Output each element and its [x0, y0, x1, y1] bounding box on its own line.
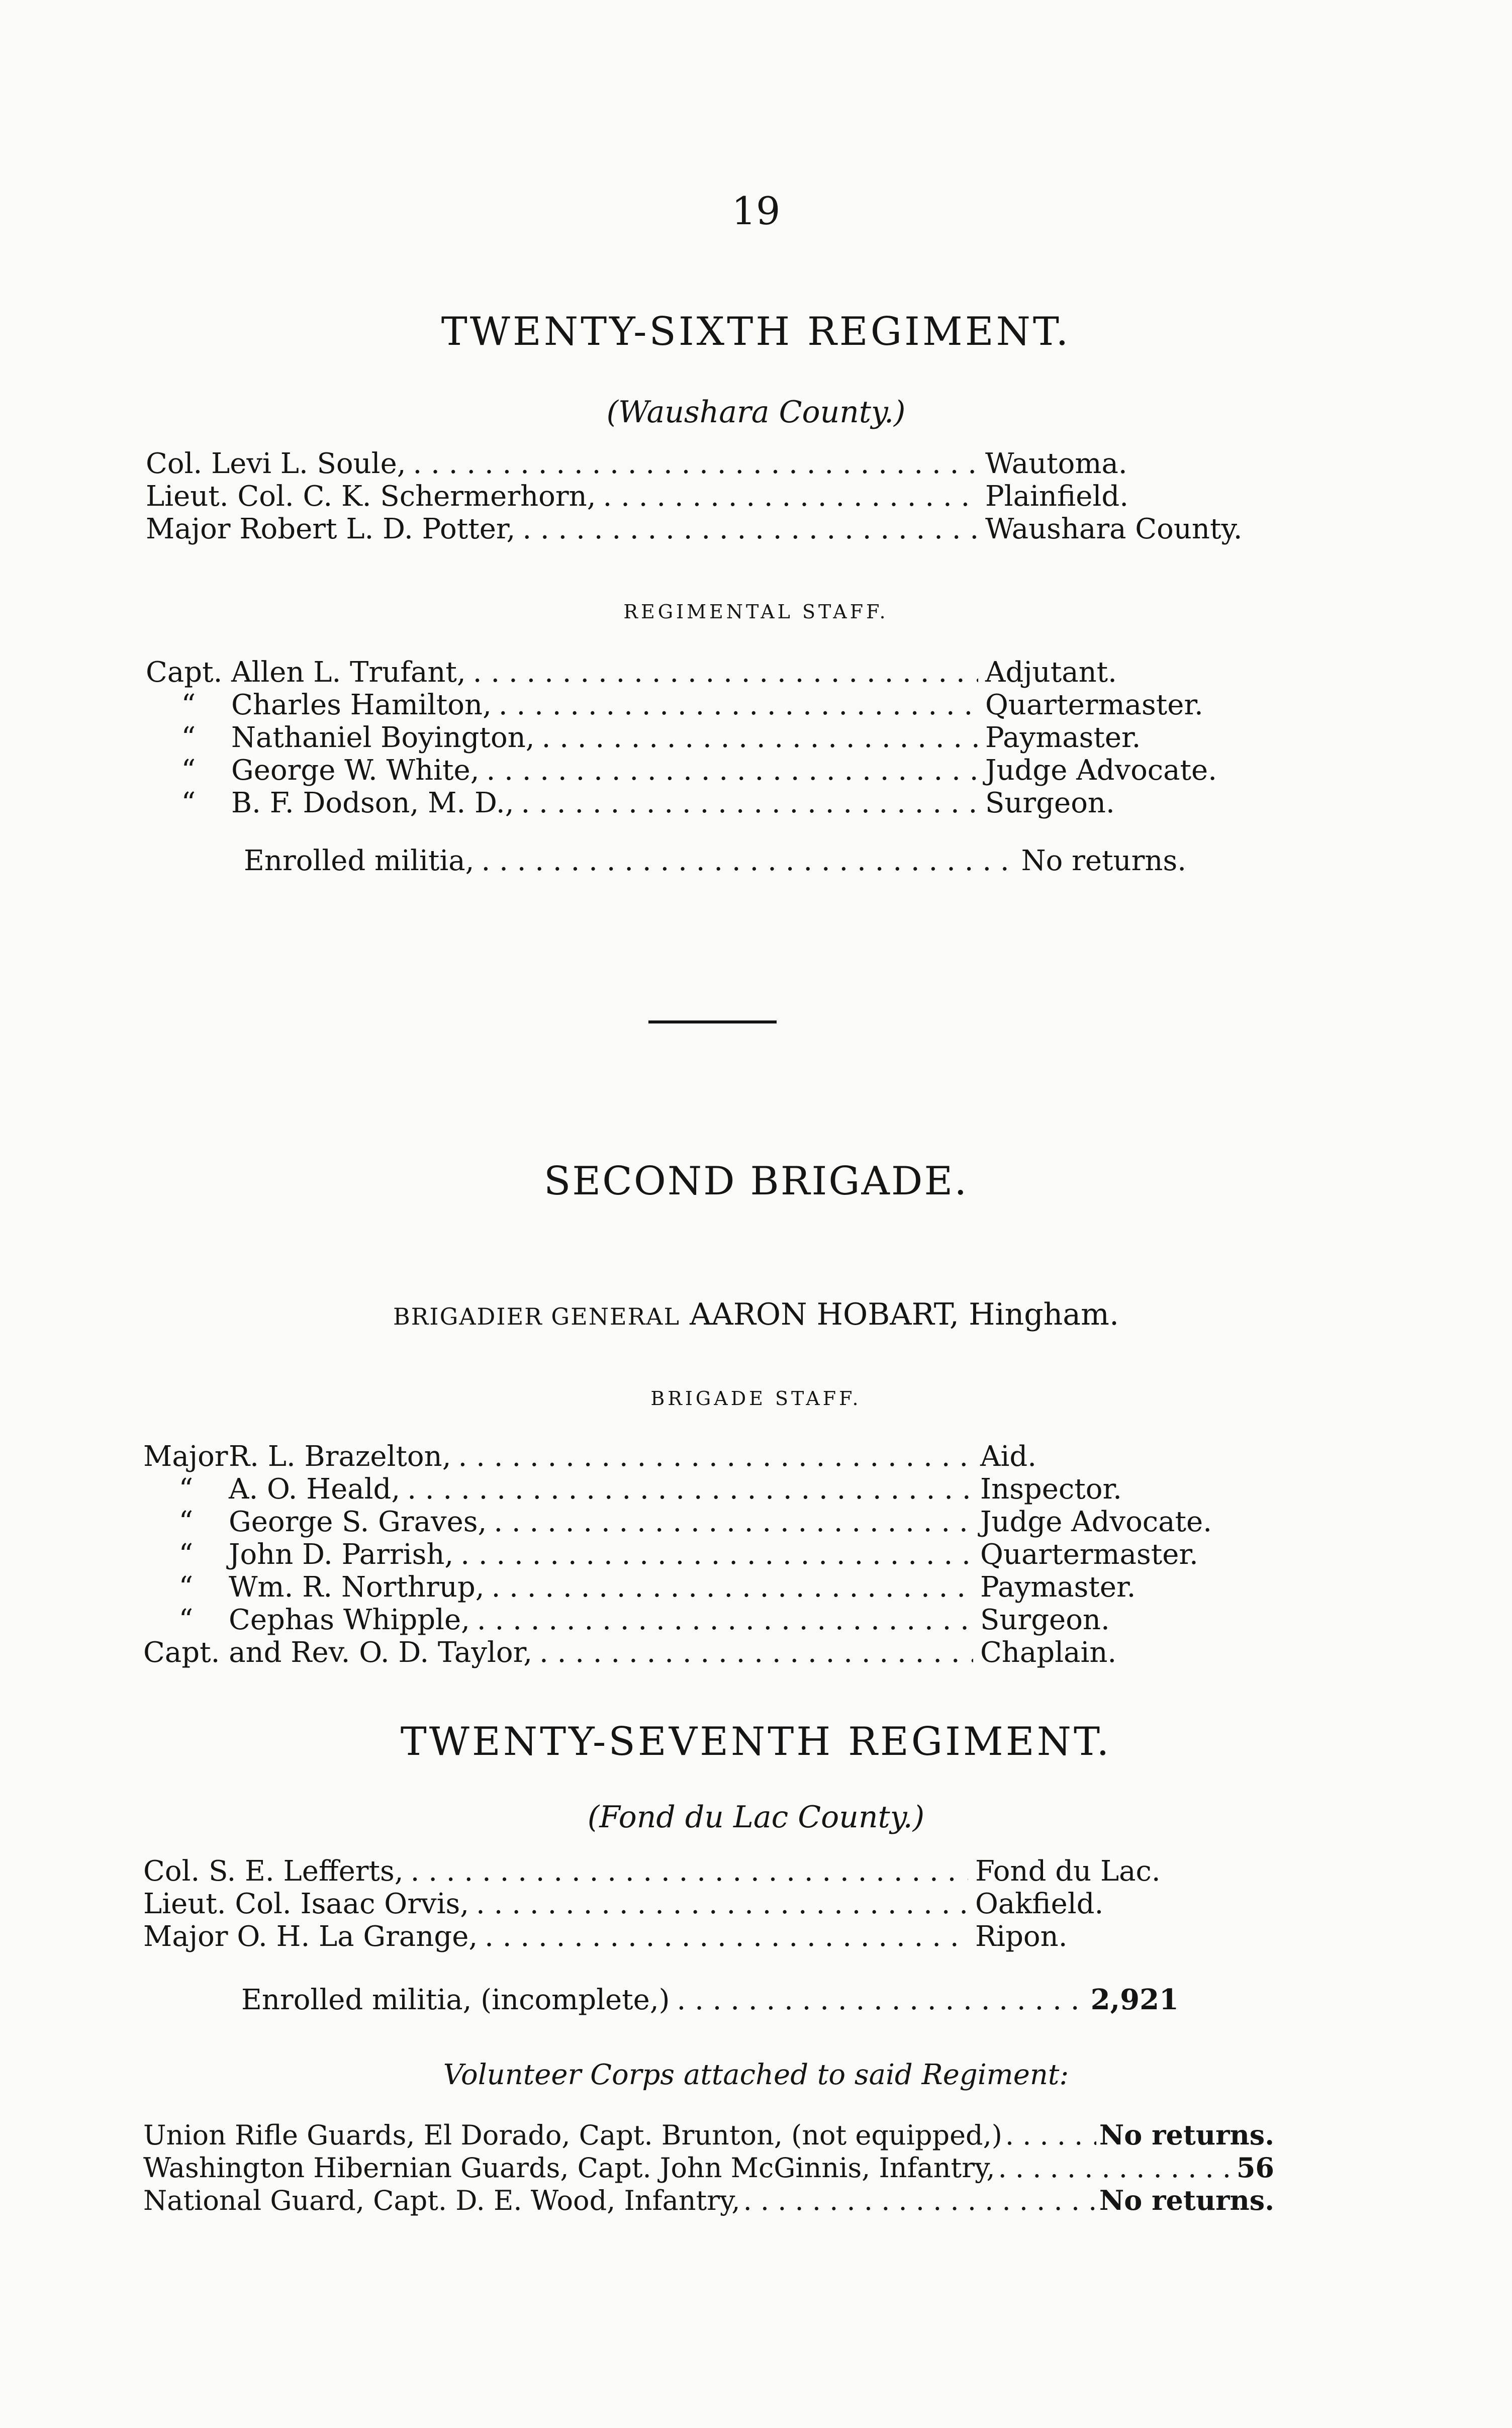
ditto-mark: “	[178, 1506, 194, 1538]
staff-role: Aid.	[980, 1440, 1036, 1473]
enrolled-militia-line	[244, 845, 1186, 877]
staff-line	[146, 721, 1237, 754]
volunteer-name: Washington Hibernian Guards, Capt. John McGinnis, Infantry,	[143, 2152, 995, 2184]
militia-value: 2,921	[1090, 1983, 1179, 2016]
officer-line	[146, 480, 1237, 513]
second-brigade-title: SECOND BRIGADE.	[543, 1159, 969, 1204]
regiment-27-title: TWENTY-SEVENTH REGIMENT.	[400, 1719, 1112, 1764]
officer-place: Plainfield.	[985, 480, 1129, 513]
leader-dots	[1005, 2119, 1096, 2151]
officer-line	[143, 1855, 1237, 1888]
volunteer-value: 56	[1236, 2152, 1274, 2184]
officer-name: Lieut. Col. C. K. Schermerhorn,	[146, 480, 596, 513]
staff-name: Nathaniel Boyington,	[231, 721, 535, 754]
ditto-mark: “	[178, 1473, 194, 1506]
officer-name: Col. S. E. Lefferts,	[143, 1855, 404, 1888]
staff-name: B. F. Dodson, M. D.,	[231, 787, 514, 819]
staff-name: Allen L. Trufant,	[231, 656, 466, 689]
staff-role: Quartermaster.	[980, 1538, 1198, 1571]
officer-name: Col. Levi L. Soule,	[146, 447, 406, 480]
leader-dots	[492, 1571, 973, 1604]
leader-dots	[542, 721, 978, 754]
officer-place: Oakfield.	[975, 1888, 1104, 1920]
leader-dots	[499, 689, 978, 721]
staff-line	[143, 1571, 1237, 1604]
chaplain-role: Chaplain.	[980, 1636, 1117, 1669]
leader-dots	[487, 754, 979, 787]
general-rank: BRIGADIER GENERAL	[393, 1303, 680, 1330]
chaplain-line	[143, 1636, 1237, 1669]
staff-role: Judge Advocate.	[980, 1506, 1212, 1538]
staff-line	[146, 787, 1237, 819]
volunteer-value: No returns.	[1099, 2184, 1274, 2216]
brigade-staff-heading: BRIGADE STAFF.	[650, 1387, 862, 1410]
staff-line	[143, 1506, 1237, 1538]
leader-dots	[521, 787, 978, 819]
staff-name: George W. White,	[231, 754, 480, 787]
officer-line	[143, 1888, 1237, 1920]
staff-role: Surgeon.	[980, 1604, 1110, 1636]
officer-place: Waushara County.	[985, 513, 1243, 545]
ditto-mark: “	[181, 787, 196, 819]
staff-name: George S. Graves,	[229, 1506, 487, 1538]
leader-dots	[413, 447, 978, 480]
staff-line	[146, 689, 1237, 721]
militia-label: Enrolled militia, (incomplete,)	[241, 1984, 670, 2016]
brigadier-general-line	[0, 1297, 1512, 1332]
staff-role: Judge Advocate.	[985, 754, 1217, 787]
volunteer-name: National Guard, Capt. D. E. Wood, Infantry,	[143, 2185, 740, 2216]
chaplain-name: Capt. and Rev. O. D. Taylor,	[143, 1636, 532, 1669]
volunteer-value: No returns.	[1099, 2119, 1274, 2151]
leader-dots	[407, 1473, 973, 1506]
officer-line	[146, 513, 1243, 545]
staff-line	[146, 754, 1237, 787]
officer-place: Fond du Lac.	[975, 1855, 1161, 1888]
staff-line	[143, 1604, 1237, 1636]
leader-dots	[522, 513, 978, 545]
officer-place: Ripon.	[975, 1920, 1068, 1953]
staff-line	[143, 1538, 1237, 1571]
leader-dots	[998, 2152, 1234, 2184]
officer-name: Major O. H. La Grange,	[143, 1920, 478, 1953]
staff-role: Inspector.	[980, 1473, 1122, 1506]
staff-prefix: Major	[143, 1440, 228, 1473]
staff-role: Paymaster.	[985, 721, 1141, 754]
page-number: 19	[731, 189, 781, 233]
volunteer-corps-heading: Volunteer Corps attached to said Regiment:	[443, 2059, 1069, 2091]
leader-dots	[743, 2185, 1096, 2216]
staff-line	[143, 1473, 1237, 1506]
leader-dots	[476, 1888, 968, 1920]
staff-role: Surgeon.	[985, 787, 1115, 819]
leader-dots	[485, 1920, 968, 1953]
section-divider	[648, 1020, 777, 1023]
leader-dots	[481, 845, 1014, 877]
general-name: AARON HOBART, Hingham.	[690, 1297, 1119, 1332]
staff-name: John D. Parrish,	[229, 1538, 454, 1571]
officer-line	[146, 447, 1237, 480]
staff-line	[143, 1440, 1237, 1473]
officer-name: Lieut. Col. Isaac Orvis,	[143, 1888, 469, 1920]
leader-dots	[539, 1636, 973, 1669]
ditto-mark: “	[181, 721, 196, 754]
ditto-mark: “	[178, 1538, 194, 1571]
staff-role: Adjutant.	[985, 656, 1117, 689]
staff-role: Quartermaster.	[985, 689, 1203, 721]
volunteer-line	[143, 2184, 1274, 2216]
ditto-mark: “	[178, 1604, 194, 1636]
leader-dots	[677, 1984, 1083, 2016]
ditto-mark: “	[181, 754, 196, 787]
volunteer-name: Union Rifle Guards, El Dorado, Capt. Brunton, (not equipped,)	[143, 2119, 1002, 2151]
leader-dots	[494, 1506, 973, 1538]
leader-dots	[603, 480, 978, 513]
militia-label: Enrolled militia,	[244, 845, 475, 877]
regiment-26-county: (Waushara County.)	[606, 395, 906, 430]
officer-name: Major Robert L. D. Potter,	[146, 513, 516, 545]
officer-place: Wautoma.	[985, 447, 1127, 480]
officer-line	[143, 1920, 1237, 1953]
ditto-mark: “	[178, 1571, 194, 1604]
volunteer-line	[143, 2152, 1274, 2184]
staff-line	[146, 656, 1237, 689]
staff-name: A. O. Heald,	[229, 1473, 401, 1506]
staff-role: Paymaster.	[980, 1571, 1136, 1604]
leader-dots	[473, 656, 978, 689]
enrolled-militia-line	[241, 1983, 1179, 2016]
ditto-mark: “	[181, 689, 196, 721]
staff-name: Wm. R. Northrup,	[229, 1571, 485, 1604]
leader-dots	[411, 1855, 968, 1888]
leader-dots	[458, 1440, 973, 1473]
regimental-staff-heading: REGIMENTAL STAFF.	[623, 601, 889, 623]
staff-prefix: Capt.	[146, 656, 223, 689]
staff-name: Charles Hamilton,	[231, 689, 492, 721]
regiment-26-title: TWENTY-SIXTH REGIMENT.	[441, 309, 1071, 354]
staff-name: R. L. Brazelton,	[229, 1440, 451, 1473]
volunteer-line	[143, 2119, 1274, 2151]
staff-name: Cephas Whipple,	[229, 1604, 470, 1636]
militia-value: No returns.	[1021, 845, 1186, 877]
leader-dots	[460, 1538, 973, 1571]
regiment-27-county: (Fond du Lac County.)	[587, 1800, 925, 1835]
leader-dots	[477, 1604, 973, 1636]
